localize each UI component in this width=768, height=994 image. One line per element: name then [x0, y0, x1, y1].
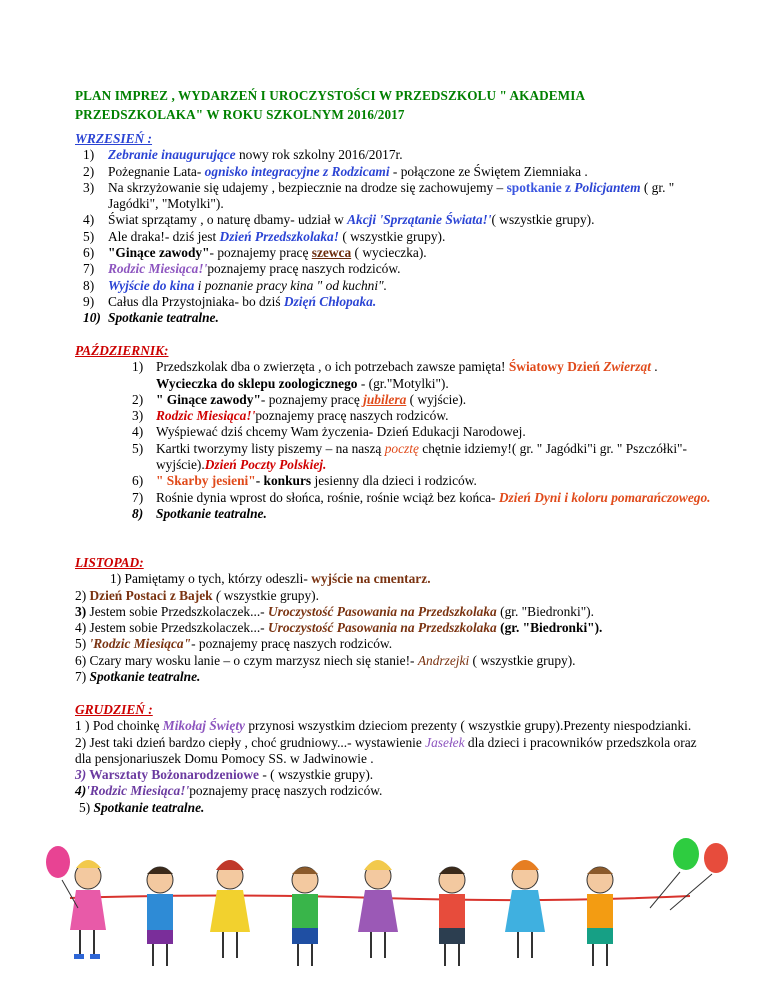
section-october: [75, 343, 715, 522]
child-figure: [70, 860, 106, 959]
heading-november: LISTOPAD:: [75, 555, 144, 570]
list-item: 5) Spotkanie teatralne.: [79, 799, 205, 815]
list-item: 4) Wyśpiewać dziś chcemy Wam życzenia- Dzień Edukacji Narodowej.: [132, 424, 526, 440]
list-item: 3) Jestem sobie Przedszkolaczek...- Uroczystość Pasowania na Przedszkolaka (gr. "Biedronki").: [75, 603, 594, 619]
section-december: [75, 702, 715, 816]
list-item: 7) Rodzic Miesiąca!'poznajemy pracę naszych rodziców.: [83, 261, 401, 277]
list-item: 7) Rośnie dynia wprost do słońca, rośnie, rośnie wciąż bez końca- Dzień Dyni i koloru pomarańczowego.: [132, 489, 711, 505]
list-item: 9) Całus dla Przystojniaka- bo dziś Dzięń Chłopaka.: [83, 293, 377, 309]
list-item: 2) Jest taki dzień bardzo ciepły , choć grudniowy...- wystawienie Jasełek dla dzieci i pracowników przedszkola oraz dla pensjonariuszek Domu Pomocy SS. w Jadwinowie .: [75, 734, 697, 766]
list-item: 5) Ale draka!- dziś jest Dzień Przedszkolaka! ( wszystkie grupy).: [83, 228, 446, 244]
list-item: 2) " Ginące zawody"- poznajemy pracę jubilera ( wyjście).: [132, 391, 467, 407]
balloon-icon: [46, 846, 78, 908]
list-item: 1 ) Pod choinkę Mikołaj Święty przynosi wszystkim dzieciom prezenty ( wszystkie grupy).Prezenty niespodzianki.: [75, 718, 692, 734]
children-illustration: [40, 838, 740, 988]
list-item: 8) Wyjście do kina i poznanie pracy kina " od kuchni".: [83, 277, 388, 293]
list-item: 1) Zebranie inaugurujące nowy rok szkolny 2016/2017r.: [83, 147, 403, 163]
heading-october: PAŹDZIERNIK:: [75, 343, 169, 358]
child-figure: [210, 860, 250, 958]
child-figure: [505, 860, 545, 958]
list-item: 1) Przedszkolak dba o zwierzęta , o ich potrzebach zawsze pamięta! Światowy Dzień Zwierząt . Wycieczka do sklepu zoologicznego - (gr."Motylki").: [132, 359, 658, 391]
child-figure: [439, 867, 465, 966]
list-item: 4) Jestem sobie Przedszkolaczek...- Uroczystość Pasowania na Przedszkolaka (gr. "Biedronki").: [75, 620, 603, 636]
section-november: [75, 555, 715, 685]
list-item: 7) Spotkanie teatralne.: [75, 669, 201, 685]
list-item: 4) Świat sprzątamy , o naturę dbamy- udział w Akcji 'Sprzątanie Świata!'( wszystkie grupy).: [83, 212, 595, 228]
heading-december: GRUDZIEŃ :: [75, 702, 153, 717]
list-november: [75, 571, 715, 685]
child-figure: [587, 867, 613, 966]
list-item: 3) Warsztaty Bożonarodzeniowe - ( wszystkie grupy).: [75, 767, 374, 783]
list-item: 8) Spotkanie teatralne.: [132, 505, 267, 521]
list-september: [75, 147, 715, 326]
section-september: [75, 131, 715, 327]
list-december: [75, 718, 715, 816]
list-item: 6) " Skarby jesieni"- konkurs jesienny dla dzieci i rodziców.: [132, 473, 477, 489]
list-item: 5) Kartki tworzymy listy piszemy – na naszą pocztę chętnie idziemy!( gr. " Jagódki"i gr. " Pszczółki"- wyjście).Dzień Poczty Polskiej.: [132, 440, 687, 473]
list-item: 10) Spotkanie teatralne.: [83, 310, 219, 326]
list-item: 5) 'Rodzic Miesiąca"- poznajemy pracę naszych rodziców.: [75, 636, 393, 652]
list-item: 2) Pożegnanie Lata- ognisko integracyjne z Rodzicami - połączone ze Świętem Ziemniaka .: [83, 163, 588, 179]
child-figure: [358, 860, 398, 958]
list-item: 3) Rodzic Miesiąca!'poznajemy pracę naszych rodziców.: [132, 408, 449, 424]
list-october: [75, 359, 715, 522]
child-figure: [147, 867, 173, 966]
list-item: 6) "Ginące zawody"- poznajemy pracę szewca ( wycieczka).: [83, 245, 427, 261]
child-figure: [292, 867, 318, 966]
page-title: PLAN IMPREZ , WYDARZEŃ I UROCZYSTOŚCI W PRZEDSZKOLU " AKADEMIA PRZEDSZKOLAKA" W ROKU SZKOLNYM 2016/2017: [75, 88, 585, 122]
list-item: 1) Pamiętamy o tych, którzy odeszli- wyjście na cmentarz.: [110, 571, 431, 587]
list-item: 4)'Rodzic Miesiąca!'poznajemy pracę naszych rodziców.: [75, 783, 383, 799]
list-item: 6) Czary mary wosku lanie – o czym marzysz niech się stanie!- Andrzejki ( wszystkie grupy).: [75, 652, 576, 668]
heading-september: WRZESIEŃ :: [75, 131, 153, 146]
list-item: 2) Dzień Postaci z Bajek ( wszystkie grupy).: [75, 587, 319, 603]
list-item: 3) Na skrzyżowanie się udajemy , bezpiecznie na drodze się zachowujemy – spotkanie z Policjantem ( gr. " Jagódki", "Motylki").: [83, 179, 675, 212]
